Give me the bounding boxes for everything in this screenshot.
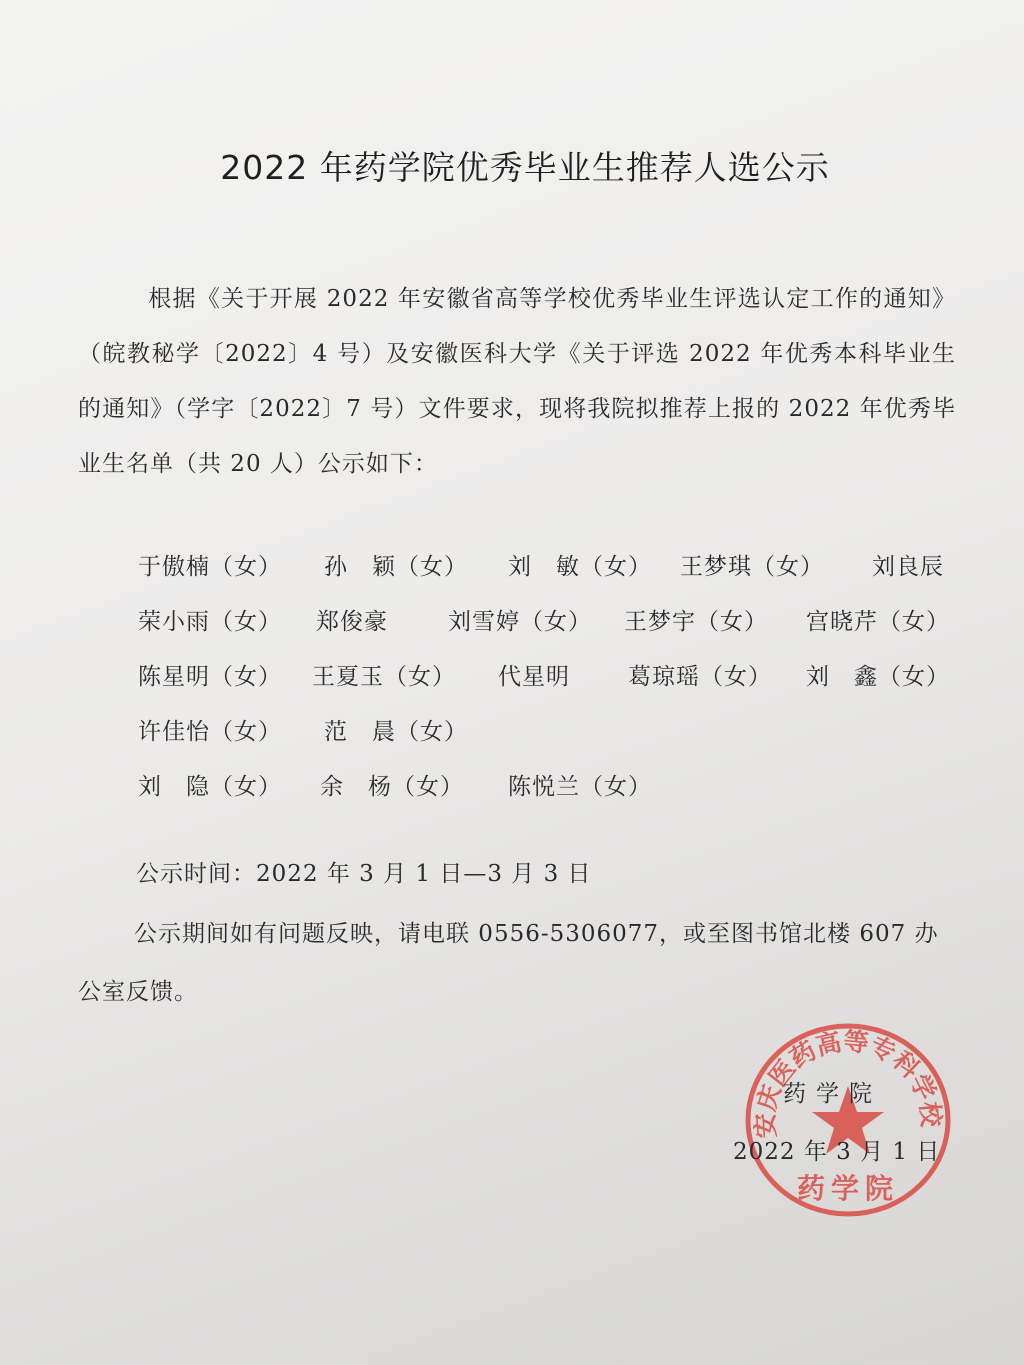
candidate-row — [138, 713, 968, 768]
candidate-name: 刘 敏（女） — [508, 554, 652, 580]
candidate-name: 王梦宇（女） — [624, 609, 768, 635]
seal-arc-text: 安庆医药高等专科学校 — [750, 1026, 946, 1140]
candidate-name: 荣小雨（女） — [138, 609, 282, 635]
candidate-name: 陈星明（女） — [138, 664, 282, 690]
seal-center-text: 药学院 — [796, 1172, 900, 1205]
candidate-name: 王梦琪（女） — [680, 554, 824, 580]
contact-text: 公示期间如有问题反映，请电联 0556-5306077，或至图书馆北楼 607 办公室反馈。 — [78, 921, 939, 1005]
candidate-name: 于傲楠（女） — [138, 554, 282, 580]
candidate-name: 刘 隐（女） — [138, 774, 282, 800]
official-seal-stamp — [738, 1020, 958, 1220]
signature-department: 药学院 — [783, 1081, 882, 1107]
candidate-name: 刘 鑫（女） — [806, 664, 950, 690]
candidate-row — [138, 658, 968, 713]
candidate-name: 范 晨（女） — [324, 719, 468, 745]
intro-paragraph — [78, 272, 956, 492]
notice-period: 公示时间：2022 年 3 月 1 日—3 月 3 日 — [136, 861, 592, 887]
candidate-name: 宫晓芹（女） — [806, 609, 950, 635]
candidate-name: 郑俊豪 — [316, 609, 388, 635]
contact-paragraph — [78, 905, 958, 1021]
candidate-name: 刘良辰 — [872, 554, 944, 580]
candidate-name: 许佳怡（女） — [138, 719, 282, 745]
candidate-name: 余 杨（女） — [320, 774, 464, 800]
candidate-name: 陈悦兰（女） — [508, 774, 652, 800]
candidate-name: 王夏玉（女） — [312, 664, 456, 690]
candidate-name: 代星明 — [498, 664, 570, 690]
candidate-row — [138, 603, 968, 658]
notice-title: 2022 年药学院优秀毕业生推荐人选公示 — [220, 148, 830, 187]
intro-text: 根据《关于开展 2022 年安徽省高等学校优秀毕业生评选认定工作的通知》（皖教秘学〔2022〕4 号）及安徽医科大学《关于评选 2022 年优秀本科毕业生的通知》（学字〔2022〕7 号）文件要求，现将我院拟推荐上报的 2022 年优秀毕业生名单（共 20 人）公示如下： — [78, 286, 956, 477]
candidate-name: 葛琼瑶（女） — [628, 664, 772, 690]
candidate-list — [138, 548, 968, 823]
candidate-row — [138, 548, 968, 603]
candidate-row — [138, 768, 968, 823]
candidate-name: 孙 颖（女） — [324, 554, 468, 580]
signature-date: 2022 年 3 月 1 日 — [733, 1139, 941, 1165]
candidate-name: 刘雪婷（女） — [448, 609, 592, 635]
